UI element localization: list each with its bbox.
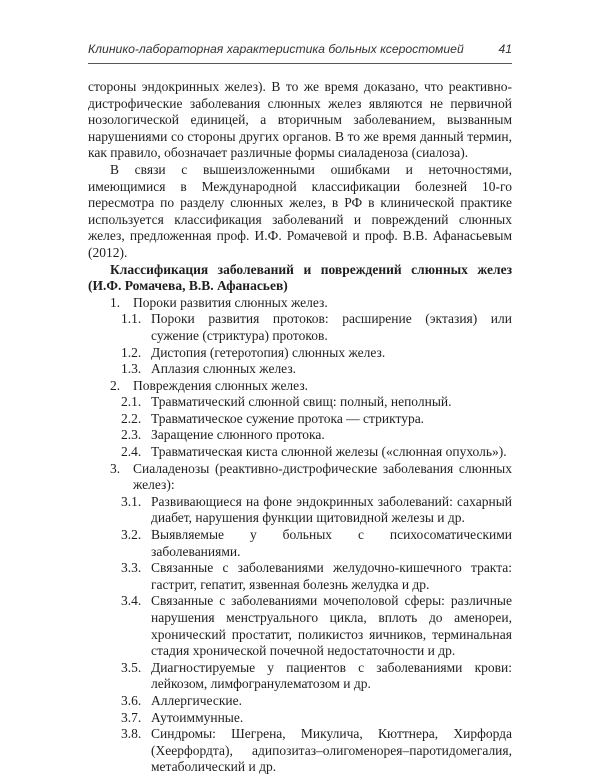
subsection-number: 2.3. [121,427,142,443]
section-number: 1. [110,294,121,310]
subsection-number: 1.1. [121,311,142,327]
subsection-number: 1.2. [121,344,142,360]
section-item [88,461,512,494]
subsection-item [88,427,512,444]
paragraph-continuation: стороны эндокринных желез). В то же время доказано, что реактивно-дистрофические заболевания слюнных желез являются не первичной нозологической единицей, а вторичным заболеванием, вызванным нарушениями со стороны других органов. В то же время данный термин, как правило, обозначает различные формы сиаладеноза (сиалоза). [88,79,512,161]
subsection-item [88,693,512,710]
section-text: Повреждения слюнных желез. [133,377,309,393]
subsection-item [88,494,512,527]
classification-heading: Классификация заболеваний и повреждений слюнных желез (И.Ф. Ромачева, В.В. Афанасьев) [88,261,512,294]
subsection-text: Связанные с заболеваниями желудочно-кишечного тракта: гастрит, гепатит, язвенная болезнь желудка и др. [151,560,512,592]
classification-section [88,461,512,776]
subsection-item [88,527,512,560]
subsection-text: Аллергические. [151,692,242,708]
subsection-text: Развивающиеся на фоне эндокринных заболеваний: сахарный диабет, нарушения функции щитовидной железы и др. [151,493,512,526]
subsection-text: Диагностируемые у пациентов с заболеваниями крови: лейкозом, лимфогранулематозом и др. [151,659,512,692]
subsection-text: Пороки развития протоков: расширение (эктазия) или сужение (стриктура) протоков. [151,311,512,343]
subsection-item [88,394,512,411]
subsection-number: 3.4. [121,593,142,609]
section-item [88,295,512,312]
subsection-item [88,311,512,344]
section-item [88,378,512,395]
page-number: 41 [498,42,512,56]
subsection-item [88,593,512,659]
subsection-item [88,560,512,593]
subsection-number: 2.1. [121,394,142,410]
subsection-number: 3.5. [121,659,142,675]
subsection-text: Аплазия слюнных желез. [151,361,297,377]
subsection-text: Травматическое сужение протока — стриктура. [151,410,425,426]
subsection-number: 3.2. [121,527,142,543]
subsection-text: Заращение слюнного протока. [151,427,325,443]
subsection-item [88,726,512,776]
section-text: Пороки развития слюнных желез. [133,294,328,310]
subsection-text: Дистопия (гетеротопия) слюнных желез. [151,344,386,360]
subsection-number: 2.2. [121,410,142,426]
classification-section [88,295,512,378]
subsection-number: 3.3. [121,560,142,576]
classification-section [88,378,512,461]
running-header [88,42,512,62]
section-number: 2. [110,377,121,393]
subsection-text: Синдромы: Шегрена, Микулича, Кюттнера, Хирфорда (Хеерфордта), адипозитаз–олигоменорея–паротидомегалия, метаболический и др. [151,726,512,775]
subsection-item [88,345,512,362]
subsection-text: Травматическая киста слюнной железы («слюнная опухоль»). [151,444,507,460]
subsection-number: 3.8. [121,726,142,742]
subsection-item [88,710,512,727]
section-text: Сиаладенозы (реактивно-дистрофические заболевания слюнных желез): [133,460,512,493]
subsection-number: 1.3. [121,361,142,377]
subsection-number: 3.6. [121,692,142,708]
subsection-text: Травматический слюнной свищ: полный, неполный. [151,394,452,410]
header-rule [88,63,512,64]
subsection-text: Выявляемые у больных с психосоматическими заболеваниями. [151,527,512,559]
page-body [88,79,512,776]
subsection-number: 3.7. [121,709,142,725]
subsection-item [88,411,512,428]
paragraph-classification-intro: В связи с вышеизложенными ошибками и неточностями, имеющимися в Международной классификации болезней 10-го пересмотра по разделу слюнных желез, в РФ в клинической практике используется классификация заболеваний и повреждений слюнных желез, предложенная проф. И.Ф. Ромачевой и проф. В.В. Афанасьевым (2012). [88,161,512,260]
subsection-item [88,444,512,461]
subsection-number: 3.1. [121,493,142,509]
running-header-title: Клинико-лабораторная характеристика больных ксеростомией [88,42,464,56]
subsection-item [88,361,512,378]
section-number: 3. [110,460,121,476]
subsection-text: Аутоиммунные. [151,709,244,725]
subsection-number: 2.4. [121,444,142,460]
subsection-text: Связанные с заболеваниями мочеполовой сферы: различные нарушения менструального цикла, вплоть до аменореи, хронический простатит, поликистоз яичников, терминальная стадия хронической почечной недостаточности и др. [151,593,512,659]
classification-list [88,295,512,776]
subsection-item [88,660,512,693]
